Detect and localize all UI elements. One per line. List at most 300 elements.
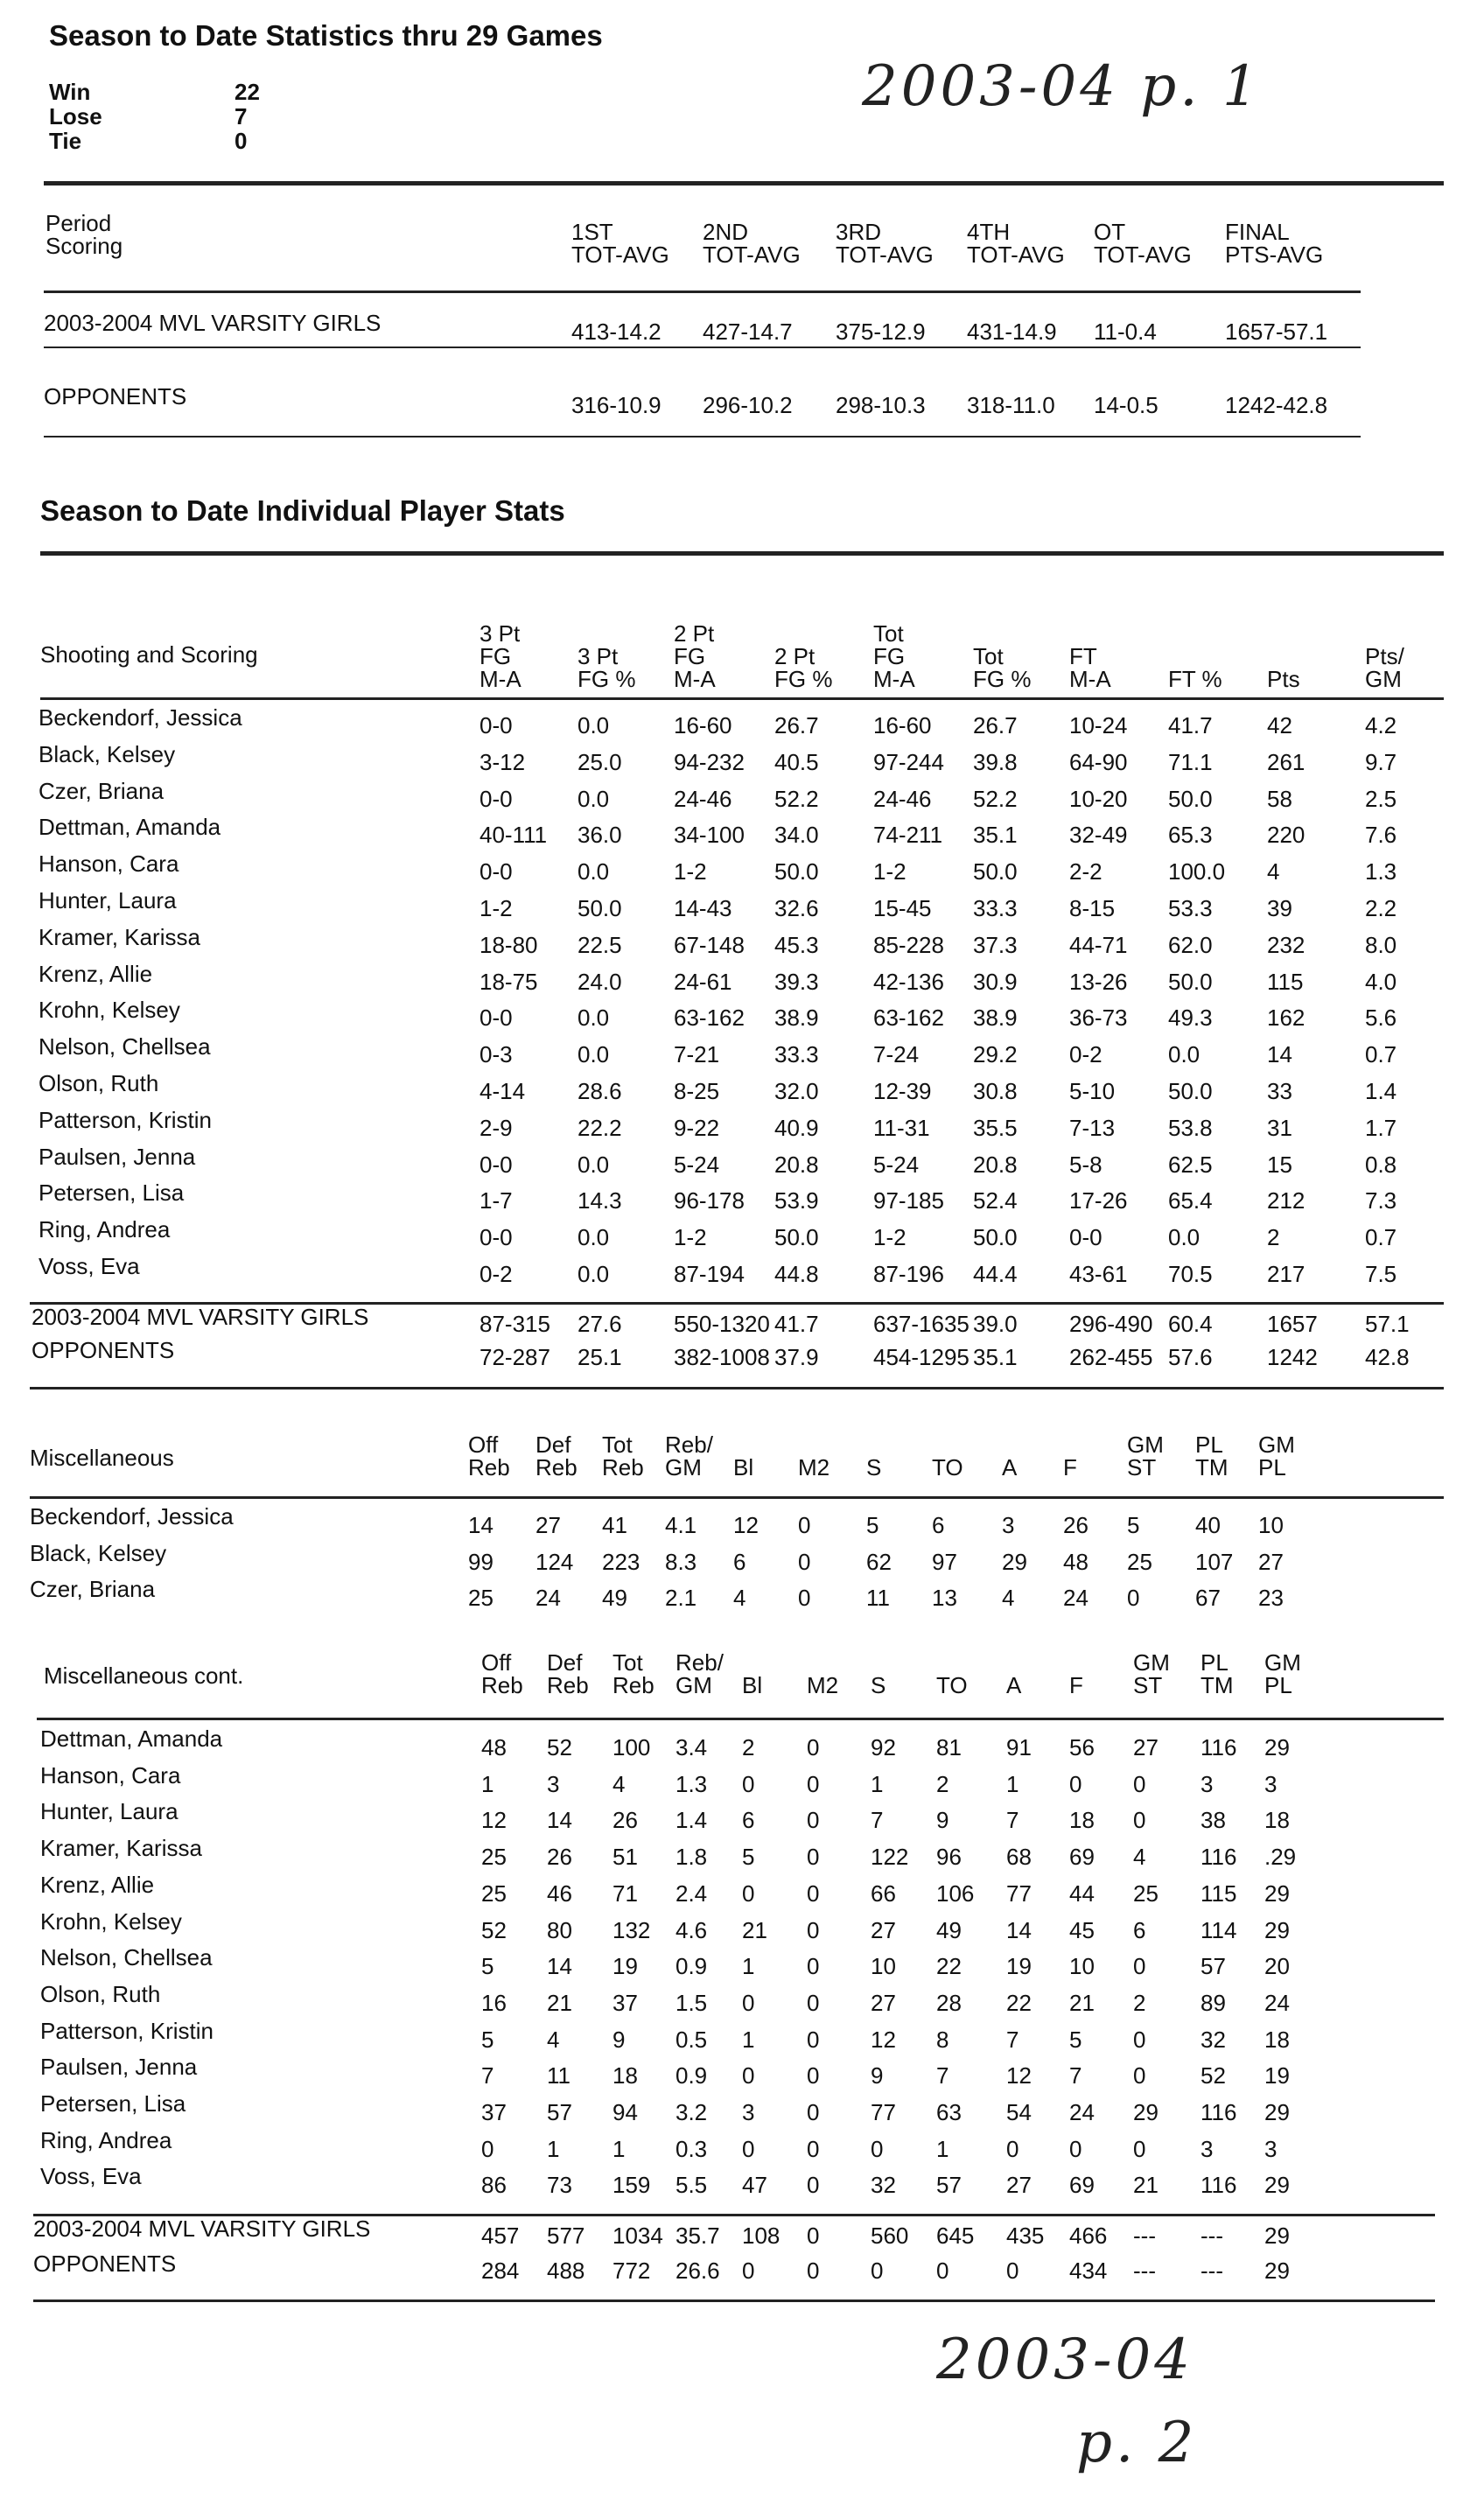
stat-value: 1 [612, 2135, 626, 2162]
stat-value: 24.0 [578, 968, 622, 995]
period-value: 11-0.4 [1094, 318, 1157, 345]
stat-value: 57.6 [1168, 1344, 1213, 1370]
divider [40, 551, 1444, 556]
table-label: Miscellaneous cont. [44, 1662, 244, 1689]
stat-value: 0 [742, 2135, 755, 2162]
player-name: Hanson, Cara [38, 850, 179, 878]
stat-value: 32 [871, 2172, 896, 2199]
stat-value: 12 [481, 1807, 507, 1834]
stat-value: 0 [798, 1585, 811, 1611]
stat-value: 52.2 [973, 785, 1018, 812]
stat-value: 34-100 [674, 822, 745, 849]
stat-value: 0.5 [676, 2026, 708, 2053]
stat-value: 22.2 [578, 1114, 622, 1141]
stat-value: 25.1 [578, 1344, 622, 1370]
stat-value: 30.9 [973, 968, 1018, 995]
stat-value: 0 [807, 1734, 820, 1760]
stat-value: 32 [1200, 2026, 1226, 2053]
shooting-col-header: 3 Pt [480, 620, 521, 647]
stat-value: 99 [468, 1548, 494, 1575]
stat-value: 8.0 [1365, 931, 1397, 958]
stat-value: 1-2 [873, 1224, 906, 1251]
stat-value: 434 [1069, 2258, 1108, 2284]
stat-value: 116 [1200, 1844, 1237, 1871]
divider [40, 697, 1444, 700]
stat-value: 4 [612, 1770, 626, 1797]
stat-value: 35.1 [973, 822, 1018, 849]
divider [37, 1718, 1444, 1720]
stat-value: --- [1133, 2222, 1156, 2249]
player-name: Hanson, Cara [40, 1761, 181, 1788]
stat-value: 5 [1069, 2026, 1082, 2053]
stat-value: 50.0 [774, 858, 819, 886]
stat-value: 0 [481, 2135, 494, 2162]
stat-value: 7.5 [1365, 1261, 1397, 1287]
stat-value: 106 [936, 1880, 975, 1907]
stat-value: 33 [1267, 1078, 1292, 1104]
player-name: Krohn, Kelsey [38, 997, 180, 1024]
record-value: 0 [234, 128, 248, 154]
stat-value: 1.8 [676, 1844, 708, 1871]
stat-value: 44-71 [1069, 931, 1128, 958]
stat-value: 8-15 [1069, 895, 1116, 921]
period-header-label: Scoring [46, 233, 123, 259]
stat-value: 0 [1006, 2258, 1019, 2284]
stat-value: 27 [1006, 2172, 1032, 2199]
stat-value: 2.4 [676, 1880, 708, 1907]
stat-value: 115 [1200, 1880, 1237, 1907]
player-name: Kramer, Karissa [40, 1835, 202, 1862]
stat-value: 0 [807, 2099, 820, 2125]
stat-value: 44.8 [774, 1261, 819, 1287]
stat-value: 4 [1267, 858, 1280, 886]
misc-col-header: Reb [536, 1454, 578, 1480]
stat-value: 14 [468, 1512, 494, 1538]
record-value: 7 [234, 103, 248, 130]
period-value: 318-11.0 [967, 392, 1055, 418]
shooting-col-header: Tot [973, 643, 1004, 669]
stat-value: 0 [1133, 2135, 1146, 2162]
stat-value: 37.9 [774, 1344, 819, 1370]
period-col-header: TOT-AVG [1094, 242, 1192, 268]
stat-value: 100 [612, 1734, 651, 1760]
stat-value: 27 [871, 1916, 896, 1943]
stat-value: --- [1200, 2222, 1223, 2249]
misc-col-header: Tot [602, 1432, 633, 1458]
stat-value: 435 [1006, 2222, 1045, 2249]
stat-value: 1 [936, 2135, 949, 2162]
stat-value: 0 [807, 2135, 820, 2162]
stat-value: 33.3 [774, 1041, 819, 1068]
stat-value: 16 [481, 1989, 507, 2016]
stat-value: 14-43 [674, 895, 732, 921]
stat-value: 71.1 [1168, 748, 1213, 775]
misc-cont-col-header: S [871, 1672, 886, 1698]
stat-value: 2 [742, 1734, 755, 1760]
stat-value: 22 [1006, 1989, 1032, 2016]
stat-value: 466 [1069, 2222, 1108, 2249]
stat-value: 80 [547, 1916, 572, 1943]
stat-value: 31 [1267, 1114, 1292, 1141]
stat-value: 39 [1267, 895, 1292, 921]
player-name: Voss, Eva [40, 2163, 142, 2190]
stat-value: 7 [1006, 1807, 1019, 1834]
misc-cont-col-header: PL [1264, 1672, 1292, 1698]
stat-value: 0.9 [676, 2062, 708, 2090]
stat-value: 0 [807, 1880, 820, 1907]
misc-col-header: A [1002, 1454, 1018, 1480]
stat-value: 5 [866, 1512, 879, 1538]
stat-value: 0 [1133, 1770, 1146, 1797]
misc-cont-col-header: TO [936, 1672, 968, 1698]
stat-value: 0 [742, 2258, 755, 2284]
misc-cont-col-header: Tot [612, 1649, 643, 1676]
shooting-col-header: M-A [1069, 666, 1111, 692]
shooting-col-header: Tot [873, 620, 904, 647]
stat-value: 91 [1006, 1734, 1032, 1760]
stat-value: 5 [1127, 1512, 1140, 1538]
stat-value: 2 [1133, 1989, 1146, 2016]
period-col-header: PTS-AVG [1225, 242, 1324, 268]
stat-value: 0-3 [480, 1041, 513, 1068]
stat-value: 72-287 [480, 1344, 550, 1370]
stat-value: 7 [1069, 2062, 1082, 2090]
stat-value: 3 [1200, 1770, 1214, 1797]
stat-value: 6 [742, 1807, 755, 1834]
stat-value: 38.9 [973, 1004, 1018, 1032]
stat-value: 32.6 [774, 895, 819, 921]
player-name: Krenz, Allie [38, 960, 153, 987]
stat-value: 3 [1002, 1512, 1015, 1538]
stat-value: 40.9 [774, 1114, 819, 1141]
stat-value: 97-185 [873, 1187, 944, 1214]
stat-value: 94 [612, 2099, 638, 2125]
stat-value: 24 [536, 1585, 561, 1611]
misc-col-header: Off [468, 1432, 499, 1458]
stat-value: 18 [612, 2062, 638, 2090]
divider [30, 1496, 1444, 1499]
stat-value: 63 [936, 2099, 962, 2125]
stat-value: 3-12 [480, 748, 526, 775]
stat-value: 21 [1069, 1989, 1095, 2016]
stat-value: 0.0 [578, 785, 610, 812]
stat-value: 457 [481, 2222, 520, 2249]
stat-value: 64-90 [1069, 748, 1128, 775]
stat-value: 5-10 [1069, 1078, 1116, 1104]
player-name: Paulsen, Jenna [38, 1143, 196, 1170]
misc-cont-col-header: Reb/ [676, 1649, 724, 1676]
stat-value: 44.4 [973, 1261, 1018, 1287]
stat-value: 69 [1069, 2172, 1095, 2199]
stat-value: 10 [1069, 1953, 1095, 1980]
stat-value: 57.1 [1365, 1311, 1410, 1337]
stat-value: 20.8 [774, 1151, 819, 1178]
stat-value: 15-45 [873, 895, 932, 921]
stat-value: 1 [547, 2135, 560, 2162]
stat-value: 0 [807, 1770, 820, 1797]
stat-value: 4.1 [665, 1512, 697, 1538]
stat-value: 5 [742, 1844, 755, 1871]
stat-value: 232 [1267, 931, 1306, 958]
stat-value: 4 [1002, 1585, 1015, 1611]
stat-value: 32.0 [774, 1078, 819, 1104]
period-value: 316-10.9 [571, 392, 662, 418]
stat-value: 159 [612, 2172, 651, 2199]
stat-value: 62.0 [1168, 931, 1213, 958]
stat-value: 60.4 [1168, 1311, 1213, 1337]
misc-col-header: PL [1258, 1454, 1286, 1480]
stat-value: 49.3 [1168, 1004, 1213, 1032]
handwritten-year: 2003-04 [936, 2328, 1194, 2392]
stat-value: 67-148 [674, 931, 745, 958]
stat-value: 73 [547, 2172, 572, 2199]
stat-value: 382-1008 [674, 1344, 770, 1370]
period-col-header: 4TH [967, 219, 1011, 245]
misc-col-header: Reb [468, 1454, 510, 1480]
stat-value: 74-211 [873, 822, 943, 849]
shooting-col-header: FG [873, 643, 906, 669]
stat-value: 63-162 [674, 1004, 745, 1032]
player-name: Dettman, Amanda [38, 814, 221, 841]
stat-value: 0 [807, 2222, 820, 2249]
stat-value: --- [1133, 2258, 1156, 2284]
stat-value: 32-49 [1069, 822, 1128, 849]
stat-value: 0 [807, 2258, 820, 2284]
stat-value: 89 [1200, 1989, 1226, 2016]
stat-value: 1 [742, 2026, 755, 2053]
stat-value: 62 [866, 1548, 892, 1575]
stat-value: 50.0 [1168, 1078, 1213, 1104]
period-value: 298-10.3 [836, 392, 926, 418]
stat-value: 18-75 [480, 968, 538, 995]
misc-col-header: GM [665, 1454, 702, 1480]
stat-value: 0 [807, 1989, 820, 2016]
stat-value: 26 [612, 1807, 638, 1834]
stat-value: 36-73 [1069, 1004, 1128, 1032]
stat-value: 0.7 [1365, 1224, 1397, 1251]
stat-value: 217 [1267, 1261, 1306, 1287]
stat-value: 71 [612, 1880, 638, 1907]
misc-cont-col-header: Reb [547, 1672, 589, 1698]
player-name: Krenz, Allie [40, 1871, 155, 1898]
stat-value: 27 [536, 1512, 561, 1538]
stat-value: 0 [742, 2062, 755, 2090]
stat-value: 56 [1069, 1734, 1095, 1760]
stat-value: 13-26 [1069, 968, 1128, 995]
misc-col-header: Reb/ [665, 1432, 713, 1458]
stat-value: 261 [1267, 748, 1306, 775]
period-value: 1242-42.8 [1225, 392, 1328, 418]
stat-value: 19 [612, 1953, 638, 1980]
stat-value: 37 [612, 1989, 638, 2016]
stat-value: 5-24 [674, 1151, 720, 1178]
misc-col-header: TM [1195, 1454, 1228, 1480]
stat-value: 12 [733, 1512, 759, 1538]
stat-value: 52 [547, 1734, 572, 1760]
stat-value: 0 [807, 1844, 820, 1871]
player-name: Black, Kelsey [30, 1539, 167, 1566]
stat-value: 1 [871, 1770, 884, 1797]
stat-value: 100.0 [1168, 858, 1226, 886]
stat-value: 42.8 [1365, 1344, 1410, 1370]
stat-value: 122 [871, 1844, 909, 1871]
stat-value: 115 [1267, 968, 1304, 995]
stat-value: 8.3 [665, 1548, 697, 1575]
stat-value: 7 [936, 2062, 949, 2090]
stat-value: 53.9 [774, 1187, 819, 1214]
stat-value: 0.9 [676, 1953, 708, 1980]
stat-value: 3 [1264, 2135, 1278, 2162]
stat-value: 637-1635 [873, 1311, 970, 1337]
stat-value: 65.4 [1168, 1187, 1213, 1214]
player-name: Patterson, Kristin [40, 2017, 214, 2044]
stat-value: 24-61 [674, 968, 732, 995]
stat-value: 772 [612, 2258, 651, 2284]
stat-value: 29 [1264, 2172, 1290, 2199]
stat-value: 35.1 [973, 1344, 1018, 1370]
stat-value: 7 [481, 2062, 494, 2090]
period-value: 413-14.2 [571, 318, 662, 345]
stat-value: 0-0 [480, 1224, 513, 1251]
stat-value: 17-26 [1069, 1187, 1128, 1214]
stat-value: 2 [936, 1770, 949, 1797]
stat-value: 63-162 [873, 1004, 944, 1032]
stat-value: 1.7 [1365, 1114, 1397, 1141]
stat-value: 488 [547, 2258, 585, 2284]
stat-value: 68 [1006, 1844, 1032, 1871]
stat-value: 2 [1267, 1224, 1280, 1251]
stat-value: 41.7 [1168, 712, 1213, 738]
stat-value: 49 [936, 1916, 962, 1943]
player-name: Czer, Briana [30, 1576, 156, 1602]
misc-col-header: ST [1127, 1454, 1157, 1480]
player-name: Ring, Andrea [38, 1216, 171, 1243]
misc-cont-col-header: F [1069, 1672, 1083, 1698]
period-value: 14-0.5 [1094, 392, 1158, 418]
stat-value: 19 [1006, 1953, 1032, 1980]
misc-cont-col-header: GM [676, 1672, 712, 1698]
stat-value: 96-178 [674, 1187, 745, 1214]
divider [44, 181, 1444, 186]
stat-value: 14 [1006, 1916, 1032, 1943]
period-value: 296-10.2 [703, 392, 793, 418]
stat-value: 57 [1200, 1953, 1226, 1980]
stat-value: 11 [866, 1585, 890, 1611]
stat-value: 21 [742, 1916, 767, 1943]
shooting-col-header: M-A [674, 666, 716, 692]
stat-value: 0 [1133, 2026, 1146, 2053]
player-name: Petersen, Lisa [40, 2090, 186, 2117]
stat-value: 70.5 [1168, 1261, 1213, 1287]
stat-value: 39.0 [973, 1311, 1018, 1337]
stat-value: 21 [1133, 2172, 1158, 2199]
stat-value: 20 [1264, 1953, 1290, 1980]
table-label: Shooting and Scoring [40, 641, 258, 668]
misc-cont-col-header: Reb [612, 1672, 654, 1698]
misc-cont-col-header: GM [1264, 1649, 1301, 1676]
stat-value: 20.8 [973, 1151, 1018, 1178]
stat-value: 3 [1264, 1770, 1278, 1797]
stat-value: 0 [807, 2172, 820, 2199]
stat-value: 10 [871, 1953, 896, 1980]
stat-value: 0 [807, 1916, 820, 1943]
shooting-col-header: 2 Pt [774, 643, 816, 669]
stat-value: 29.2 [973, 1041, 1018, 1068]
stat-value: 8-25 [674, 1078, 720, 1104]
stat-value: 0-0 [480, 785, 513, 812]
stat-value: --- [1200, 2258, 1223, 2284]
period-value: 431-14.9 [967, 318, 1057, 345]
stat-value: 96 [936, 1844, 962, 1871]
stat-value: 0 [871, 2258, 884, 2284]
stat-value: 58 [1267, 785, 1292, 812]
stat-value: 42 [1267, 712, 1292, 738]
stat-value: 6 [733, 1548, 746, 1575]
misc-col-header: GM [1127, 1432, 1164, 1458]
stat-value: 0 [742, 1770, 755, 1797]
stat-value: 1 [481, 1770, 494, 1797]
stat-value: 35.5 [973, 1114, 1018, 1141]
stat-value: 11 [547, 2062, 570, 2090]
stat-value: 5-8 [1069, 1151, 1102, 1178]
stat-value: 1.3 [676, 1770, 708, 1797]
stat-value: 22 [936, 1953, 962, 1980]
stat-value: 2-2 [1069, 858, 1102, 886]
stat-value: 3.4 [676, 1734, 708, 1760]
player-name: Czer, Briana [38, 777, 164, 804]
stat-value: 5 [481, 2026, 494, 2053]
shooting-col-header: FG [480, 643, 512, 669]
shooting-col-header: FG % [578, 666, 636, 692]
stat-value: 85-228 [873, 931, 944, 958]
stat-value: 0.3 [676, 2135, 708, 2162]
stat-value: 0 [936, 2258, 949, 2284]
stat-value: 12 [871, 2026, 896, 2053]
stat-value: 4 [1133, 1844, 1146, 1871]
stat-value: 24 [1063, 1585, 1088, 1611]
stat-value: 7-21 [674, 1041, 720, 1068]
stat-value: 0.0 [578, 1151, 610, 1178]
stat-value: 40 [1195, 1512, 1221, 1538]
stat-value: 284 [481, 2258, 520, 2284]
stat-value: 0 [742, 1880, 755, 1907]
stat-value: 40.5 [774, 748, 819, 775]
shooting-col-header: GM [1365, 666, 1402, 692]
player-name: Nelson, Chellsea [38, 1033, 211, 1060]
record-label: Tie [49, 128, 82, 154]
stat-value: 262-455 [1069, 1344, 1153, 1370]
stat-value: 53.8 [1168, 1114, 1213, 1141]
stat-value: 50.0 [1168, 968, 1213, 995]
stat-value: 6 [932, 1512, 945, 1538]
misc-cont-col-header: GM [1133, 1649, 1170, 1676]
stat-value: 35.7 [676, 2222, 720, 2249]
stat-value: 0.0 [1168, 1224, 1200, 1251]
stat-value: 16-60 [873, 712, 932, 738]
stat-value: 36.0 [578, 822, 622, 849]
stat-value: 0-0 [480, 1004, 513, 1032]
stat-value: 10 [1258, 1512, 1284, 1538]
stat-value: 12 [1006, 2062, 1032, 2090]
stat-value: 18 [1069, 1807, 1095, 1834]
stat-value: 0.0 [578, 1041, 610, 1068]
player-name: Beckendorf, Jessica [38, 704, 242, 731]
stat-value: 25 [468, 1585, 494, 1611]
stat-value: 9 [936, 1807, 949, 1834]
stat-value: 1 [1006, 1770, 1019, 1797]
team-name: 2003-2004 MVL VARSITY GIRLS [44, 310, 382, 336]
player-name: Petersen, Lisa [38, 1180, 185, 1207]
